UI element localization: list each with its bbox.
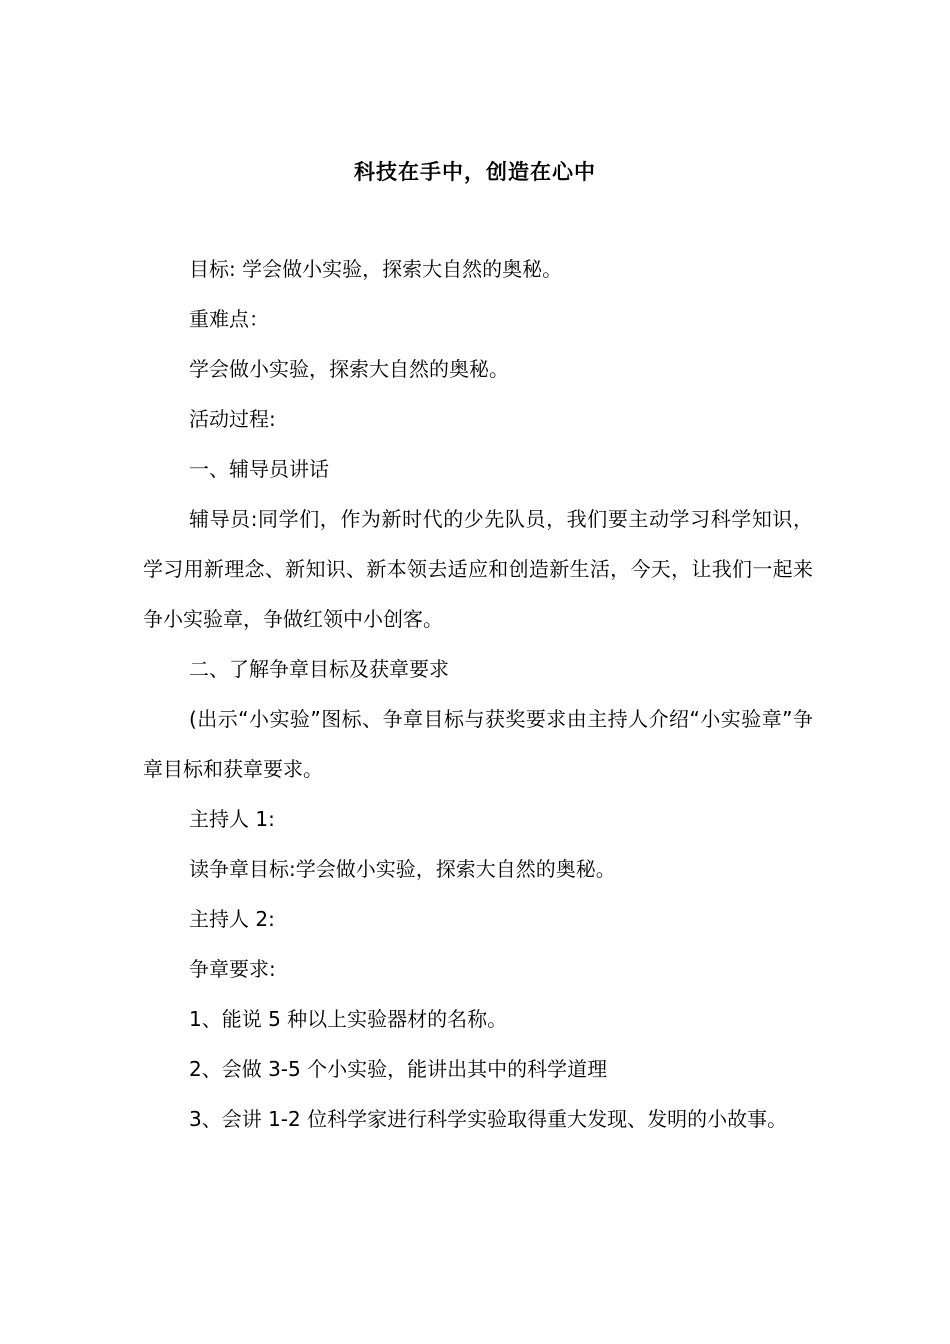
requirement-item-3: 3、会讲 1-2 位科学家进行科学实验取得重大发现、发明的小故事。 bbox=[189, 1107, 788, 1131]
requirement-item-2: 2、会做 3-5 个小实验，能讲出其中的科学道理 bbox=[189, 1057, 608, 1081]
paragraph-host-1: 主持人 1: bbox=[189, 807, 275, 831]
paragraph-counselor-speech: 辅导员:同学们，作为新时代的少先队员，我们要主动学习科学知识，学习用新理念、新知识、新本领去适应和创造新生活，今天，让我们一起来争小实验章，争做红领中小创客。 bbox=[143, 507, 813, 631]
requirement-item-1: 1、能说 5 种以上实验器材的名称。 bbox=[189, 1007, 508, 1031]
paragraph-requirements-heading: 争章要求: bbox=[189, 957, 276, 981]
paragraph-key-points-heading: 重难点： bbox=[189, 307, 269, 331]
paragraph-badge-intro: (出示“小实验”图标、争章目标与获奖要求由主持人介绍“小实验章”争章目标和获章要求。 bbox=[143, 707, 813, 781]
section-heading-2: 二、了解争章目标及获章要求 bbox=[189, 657, 449, 681]
paragraph-badge-goal: 读争章目标:学会做小实验，探索大自然的奥秘。 bbox=[189, 857, 616, 881]
paragraph-goal: 目标: 学会做小实验，探索大自然的奥秘。 bbox=[189, 257, 563, 281]
document-title: 科技在手中，创造在心中 bbox=[354, 160, 596, 184]
paragraph-process-heading: 活动过程: bbox=[189, 407, 276, 431]
paragraph-key-points: 学会做小实验，探索大自然的奥秘。 bbox=[189, 357, 509, 381]
section-heading-1: 一、辅导员讲话 bbox=[189, 457, 329, 481]
document-body bbox=[143, 244, 813, 1144]
paragraph-host-2: 主持人 2: bbox=[189, 907, 275, 931]
